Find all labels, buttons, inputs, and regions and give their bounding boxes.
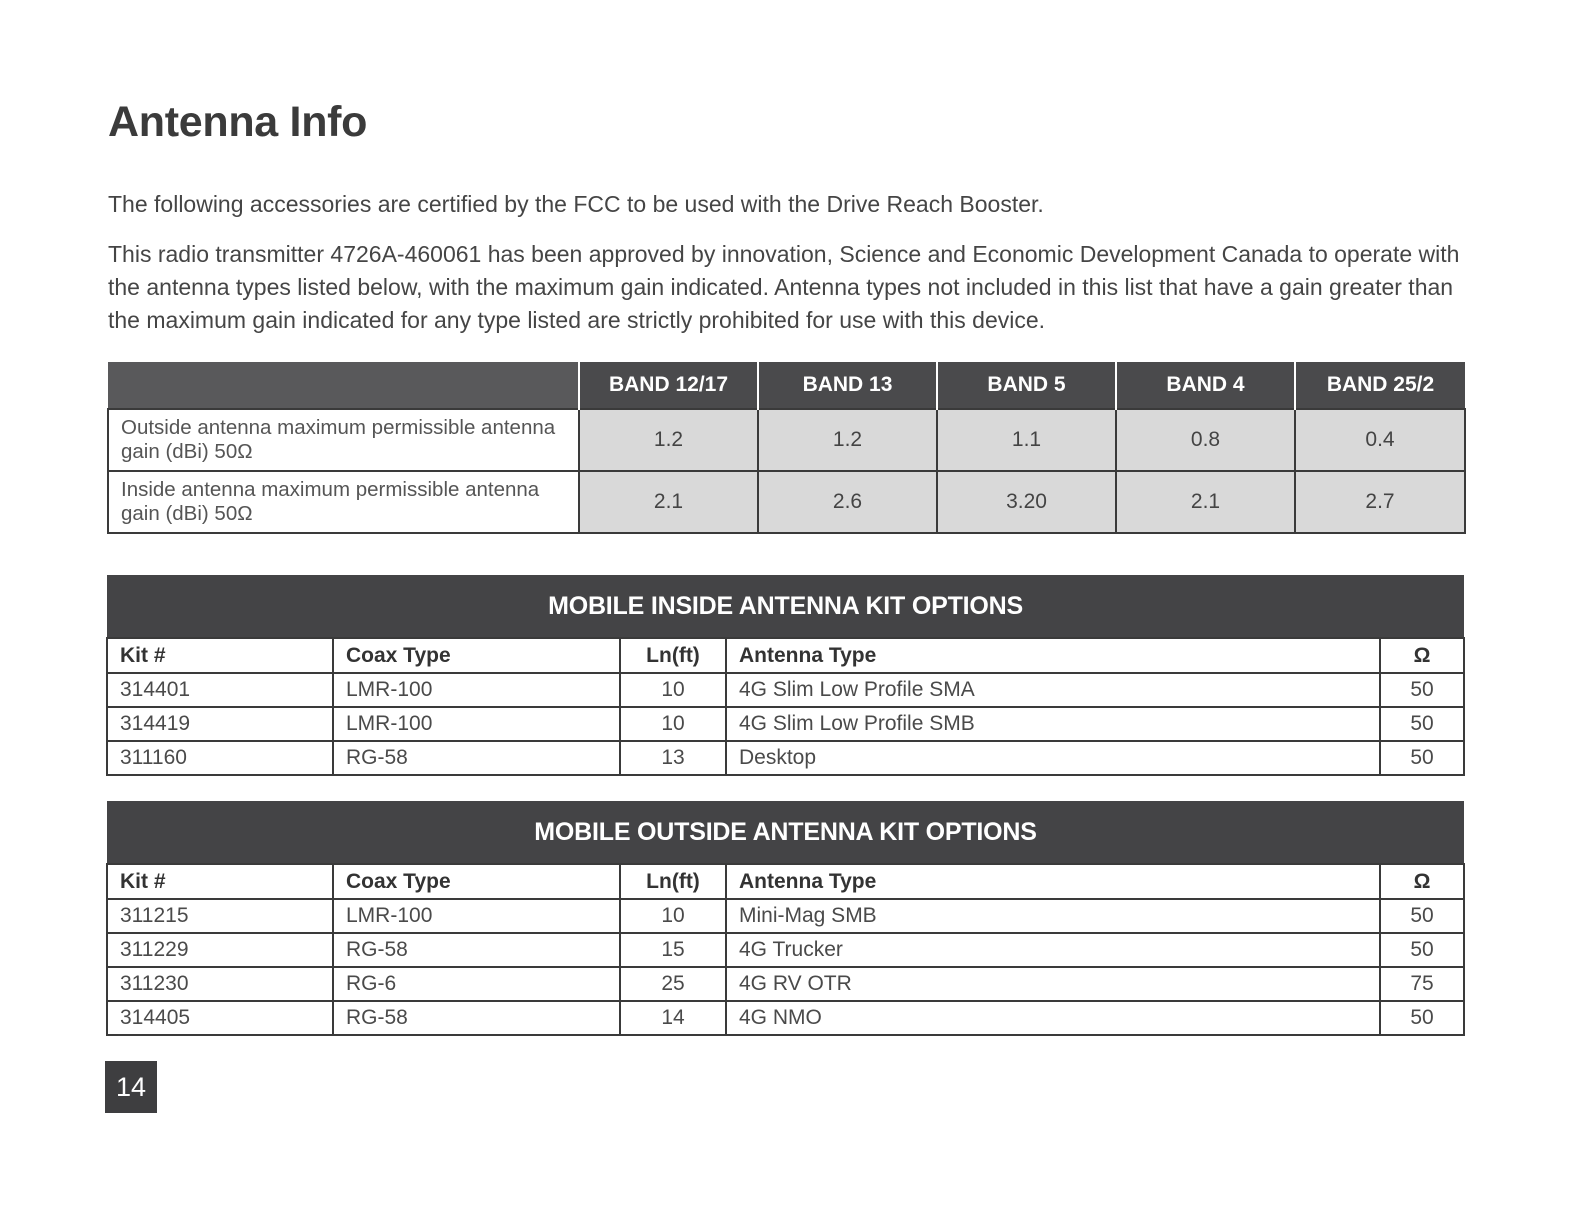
impedance: 75 (1380, 967, 1464, 1001)
impedance: 50 (1380, 741, 1464, 775)
gain-value: 2.1 (1116, 471, 1295, 533)
impedance: 50 (1380, 933, 1464, 967)
table-row (107, 1001, 1464, 1035)
gain-row-label: Outside antenna maximum permissible antenna gain (dBi) 50Ω (108, 409, 579, 471)
outside-kit-table (106, 801, 1465, 1036)
table-row (107, 933, 1464, 967)
col-header-ohm: Ω (1380, 638, 1464, 673)
kit-number: 314405 (107, 1001, 333, 1035)
length: 13 (620, 741, 726, 775)
coax-type: LMR-100 (333, 673, 620, 707)
kit-number: 314419 (107, 707, 333, 741)
gain-value: 0.8 (1116, 409, 1295, 471)
outside-kit-title: MOBILE OUTSIDE ANTENNA KIT OPTIONS (107, 801, 1464, 864)
band-header: BAND 4 (1116, 362, 1295, 409)
col-header-kit: Kit # (107, 864, 333, 899)
kit-number: 314401 (107, 673, 333, 707)
page-number: 14 (105, 1061, 157, 1113)
fcc-paragraph: The following accessories are certified by the FCC to be used with the Drive Reach Booster. (108, 191, 1044, 217)
table-row (107, 741, 1464, 775)
gain-value: 1.2 (579, 409, 758, 471)
gain-row-inside (108, 471, 1465, 533)
coax-type: LMR-100 (333, 707, 620, 741)
gain-row-label: Inside antenna maximum permissible antenna gain (dBi) 50Ω (108, 471, 579, 533)
kit-number: 311230 (107, 967, 333, 1001)
antenna-type: Desktop (726, 741, 1380, 775)
antenna-type: 4G Slim Low Profile SMA (726, 673, 1380, 707)
length: 14 (620, 1001, 726, 1035)
length: 10 (620, 673, 726, 707)
kit-number: 311160 (107, 741, 333, 775)
gain-value: 2.6 (758, 471, 937, 533)
ised-paragraph: This radio transmitter 4726A-460061 has been approved by innovation, Science and Economic Development Canada to operate with the antenna types listed below, with the maximum gain indicated. Antenna types not included in this list that have a gain greater than the maximum gain indicated for any type listed are strictly prohibited for use with this device. (108, 241, 1460, 333)
inside-kit-header-row (107, 638, 1464, 673)
gain-value: 1.1 (937, 409, 1116, 471)
impedance: 50 (1380, 899, 1464, 933)
gain-value: 2.1 (579, 471, 758, 533)
impedance: 50 (1380, 707, 1464, 741)
col-header-length: Ln(ft) (620, 864, 726, 899)
table-row (107, 967, 1464, 1001)
antenna-type: Mini-Mag SMB (726, 899, 1380, 933)
gain-value: 1.2 (758, 409, 937, 471)
gain-row-outside (108, 409, 1465, 471)
antenna-type: 4G RV OTR (726, 967, 1380, 1001)
length: 15 (620, 933, 726, 967)
table-row (107, 707, 1464, 741)
length: 10 (620, 899, 726, 933)
col-header-ohm: Ω (1380, 864, 1464, 899)
col-header-length: Ln(ft) (620, 638, 726, 673)
gain-header-blank (108, 362, 579, 409)
inside-kit-title: MOBILE INSIDE ANTENNA KIT OPTIONS (107, 575, 1464, 638)
impedance: 50 (1380, 673, 1464, 707)
coax-type: RG-6 (333, 967, 620, 1001)
kit-number: 311229 (107, 933, 333, 967)
col-header-antenna: Antenna Type (726, 864, 1380, 899)
table-row (107, 899, 1464, 933)
coax-type: RG-58 (333, 933, 620, 967)
band-header: BAND 25/2 (1295, 362, 1465, 409)
outside-kit-header-row (107, 864, 1464, 899)
coax-type: RG-58 (333, 1001, 620, 1035)
band-header: BAND 13 (758, 362, 937, 409)
page-title: Antenna Info (108, 98, 368, 146)
col-header-kit: Kit # (107, 638, 333, 673)
impedance: 50 (1380, 1001, 1464, 1035)
col-header-antenna: Antenna Type (726, 638, 1380, 673)
coax-type: RG-58 (333, 741, 620, 775)
gain-value: 2.7 (1295, 471, 1465, 533)
antenna-type: 4G Trucker (726, 933, 1380, 967)
band-header: BAND 12/17 (579, 362, 758, 409)
coax-type: LMR-100 (333, 899, 620, 933)
length: 10 (620, 707, 726, 741)
length: 25 (620, 967, 726, 1001)
table-row (107, 673, 1464, 707)
gain-value: 0.4 (1295, 409, 1465, 471)
kit-number: 311215 (107, 899, 333, 933)
inside-kit-table (106, 575, 1465, 776)
antenna-type: 4G Slim Low Profile SMB (726, 707, 1380, 741)
gain-value: 3.20 (937, 471, 1116, 533)
col-header-coax: Coax Type (333, 864, 620, 899)
gain-table-header-row (108, 362, 1465, 409)
antenna-gain-table (107, 362, 1466, 534)
band-header: BAND 5 (937, 362, 1116, 409)
antenna-type: 4G NMO (726, 1001, 1380, 1035)
col-header-coax: Coax Type (333, 638, 620, 673)
